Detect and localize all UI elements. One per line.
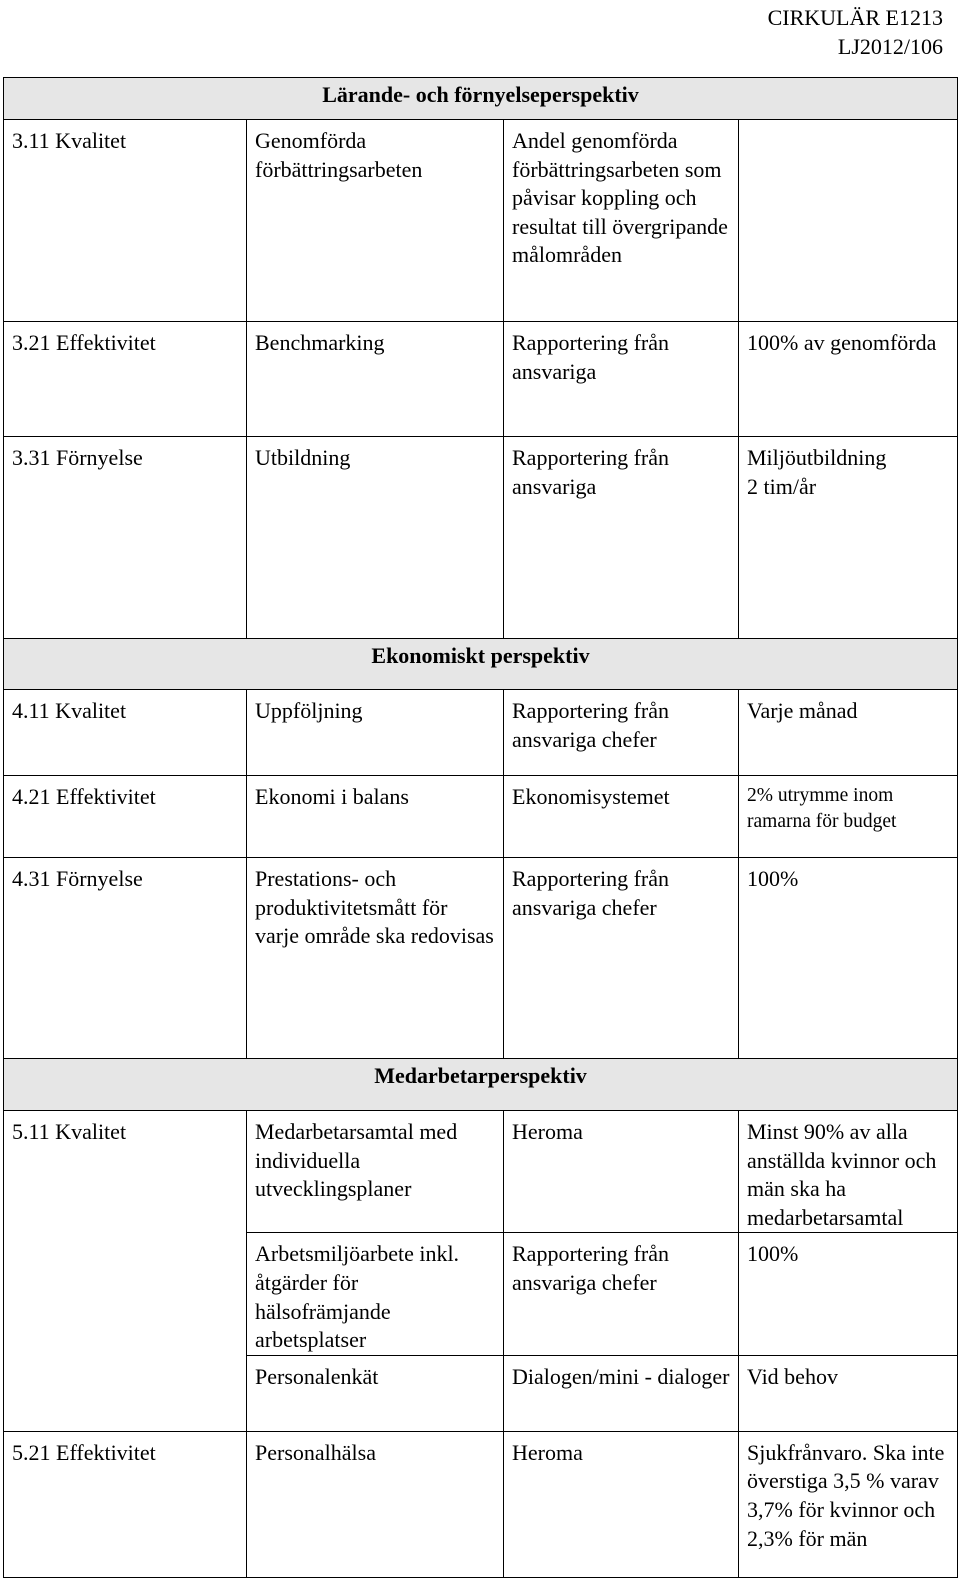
cell-activity: Personalhälsa (247, 1431, 504, 1577)
cell-activity: Uppföljning (247, 690, 504, 776)
table-row (4, 437, 958, 639)
cell-measure: Ekonomisystemet (504, 776, 739, 858)
cell-measure: Rapportering från ansvariga chefer (504, 690, 739, 776)
cell-measure: Andel genomförda förbättringsarbeten som påvisar koppling och resultat till övergripande målområden (504, 120, 739, 322)
section-title-medarbetar: Medarbetarperspektiv (4, 1059, 958, 1111)
cell-measure: Rapportering från ansvariga chefer (504, 1233, 739, 1355)
cell-target: Vid behov (739, 1355, 958, 1431)
cell-goal-empty (4, 1233, 247, 1355)
cell-activity: Benchmarking (247, 322, 504, 437)
table-row (4, 1233, 958, 1355)
table-row (4, 1431, 958, 1577)
section-header-row (4, 1059, 958, 1111)
cell-target: 100% av genomförda (739, 322, 958, 437)
document-reference: LJ2012/106 (837, 34, 943, 59)
cell-target: Minst 90% av alla anställda kvinnor och män ska ha medarbetarsamtal (739, 1111, 958, 1233)
indicator-table (3, 77, 958, 1578)
cell-target: Varje månad (739, 690, 958, 776)
cell-activity: Ekonomi i balans (247, 776, 504, 858)
cell-activity: Prestations- och produktivitetsmått för varje område ska redovisas (247, 858, 504, 1059)
cell-goal: 5.11 Kvalitet (4, 1111, 247, 1233)
cell-target: Sjukfrånvaro. Ska inte överstiga 3,5 % varav 3,7% för kvinnor och 2,3% för män (739, 1431, 958, 1577)
table-row (4, 690, 958, 776)
cell-measure: Dialogen/mini - dialoger (504, 1355, 739, 1431)
cell-activity: Arbetsmiljöarbete inkl. åtgärder för hälsofrämjande arbetsplatser (247, 1233, 504, 1355)
cell-target: 100% (739, 1233, 958, 1355)
table-row (4, 776, 958, 858)
cell-measure: Heroma (504, 1111, 739, 1233)
table-row (4, 1111, 958, 1233)
cell-goal-empty (4, 1355, 247, 1431)
cell-target: 2% utrymme inom ramarna för budget (739, 776, 958, 858)
target-line: Miljöutbildning (747, 445, 887, 470)
cell-measure: Rapportering från ansvariga (504, 437, 739, 639)
cell-measure: Rapportering från ansvariga (504, 322, 739, 437)
cell-measure: Heroma (504, 1431, 739, 1577)
cell-target (739, 120, 958, 322)
cell-goal: 4.11 Kvalitet (4, 690, 247, 776)
cell-goal: 3.21 Effektivitet (4, 322, 247, 437)
cell-goal: 5.21 Effektivitet (4, 1431, 247, 1577)
cell-activity: Utbildning (247, 437, 504, 639)
cell-target (739, 437, 958, 639)
table-row (4, 858, 958, 1059)
cell-activity: Personalenkät (247, 1355, 504, 1431)
section-header-row (4, 78, 958, 120)
section-title-ekonomiskt: Ekonomiskt perspektiv (4, 639, 958, 690)
cell-activity: Medarbetarsamtal med individuella utvecklingsplaner (247, 1111, 504, 1233)
circular-number: CIRKULÄR E1213 (767, 5, 943, 30)
cell-activity: Genomförda förbättringsarbeten (247, 120, 504, 322)
cell-measure: Rapportering från ansvariga chefer (504, 858, 739, 1059)
cell-goal: 4.21 Effektivitet (4, 776, 247, 858)
target-line: 2 tim/år (747, 473, 817, 499)
table-row (4, 120, 958, 322)
table-row (4, 1355, 958, 1431)
page-header (768, 3, 943, 61)
cell-goal: 3.11 Kvalitet (4, 120, 247, 322)
section-header-row (4, 639, 958, 690)
section-title-larande: Lärande- och förnyelseperspektiv (4, 78, 958, 120)
cell-goal: 3.31 Förnyelse (4, 437, 247, 639)
cell-goal: 4.31 Förnyelse (4, 858, 247, 1059)
cell-target: 100% (739, 858, 958, 1059)
table-row (4, 322, 958, 437)
